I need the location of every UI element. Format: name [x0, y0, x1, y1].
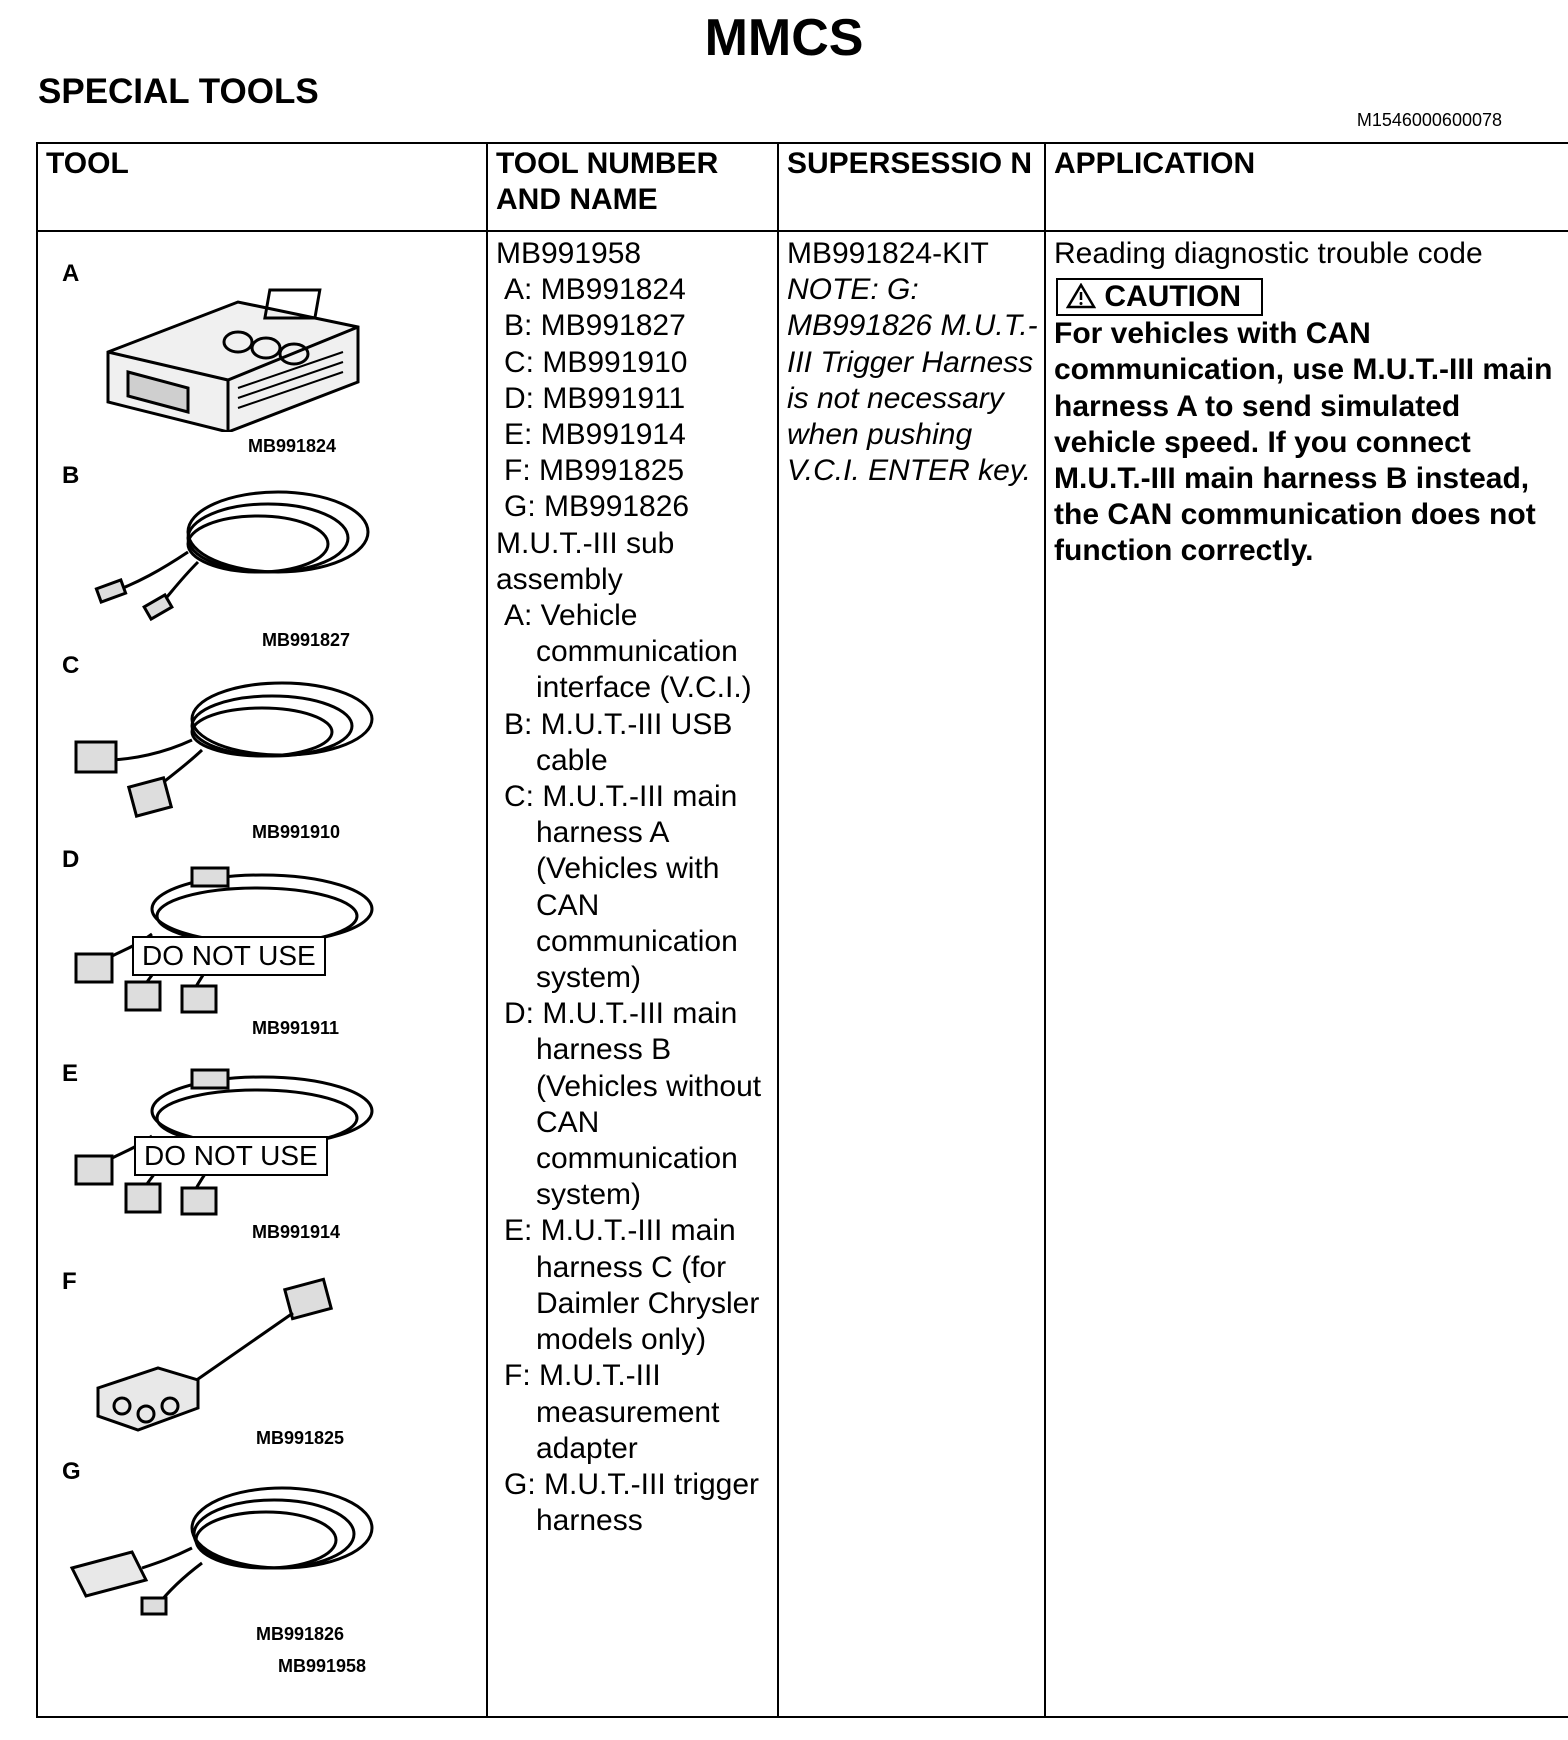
usb-cable-icon [68, 472, 378, 622]
component-description: B: M.U.T.-III USB cable [504, 707, 733, 777]
table-header-row [37, 143, 1568, 231]
tool-letter-e: E [62, 1060, 79, 1087]
warning-triangle-icon [1066, 283, 1096, 309]
tool-part-b: MB991827 [262, 630, 351, 650]
component-description: C: M.U.T.-III main harness A (Vehicles with CAN communication system) [504, 780, 738, 995]
caution-box [1056, 278, 1263, 316]
application-cell [1045, 231, 1568, 1717]
component-description: A: Vehicle communication interface (V.C.I.) [504, 599, 752, 705]
tool-part-a: MB991824 [248, 436, 337, 456]
component-number: D: MB991911 [504, 381, 686, 415]
tool-part-e: MB991914 [252, 1222, 341, 1242]
supersession-note: NOTE: G: MB991826 M.U.T.-III Trigger Harness is not necessary when pushing V.C.I. ENTER key. [787, 273, 1038, 488]
tool-letter-f: F [62, 1268, 77, 1295]
caution-label: CAUTION [1104, 280, 1241, 314]
page-title: MMCS [704, 9, 864, 67]
document-id: M1546000600078 [1356, 110, 1502, 130]
caution-text: For vehicles with CAN communication, use M.U.T.-III main harness A to send simulated vehicle speed. If you connect M.U.T.-III main harness B instead, the CAN communication does not function correctly. [1054, 317, 1553, 568]
header-tool-number: TOOL NUMBER AND NAME [487, 143, 778, 231]
supersession-cell [778, 231, 1045, 1717]
component-number: C: MB991910 [504, 345, 688, 379]
header-application: APPLICATION [1045, 143, 1568, 231]
do-not-use-label-e: DO NOT USE [134, 1136, 328, 1176]
tool-letter-g: G [62, 1458, 81, 1485]
tool-number-cell [487, 231, 778, 1717]
tool-letter-c: C [62, 652, 80, 679]
tool-illustrations-cell [37, 231, 487, 1717]
header-supersession: SUPERSESSIO N [778, 143, 1045, 231]
tool-letter-b: B [62, 462, 80, 489]
tool-part-g: MB991826 [256, 1624, 345, 1644]
main-tool-number: MB991958 [496, 237, 642, 270]
special-tools-table [36, 142, 1568, 1718]
tool-letter-d: D [62, 846, 80, 873]
component-description: G: M.U.T.-III trigger harness [504, 1467, 760, 1538]
vci-device-icon [88, 272, 378, 432]
section-title: SPECIAL TOOLS [38, 72, 319, 111]
tool-part-f: MB991825 [256, 1428, 345, 1448]
tool-letter-a: A [62, 260, 80, 287]
component-number: E: MB991914 [504, 418, 686, 452]
tool-name: M.U.T.-III sub assembly [496, 526, 675, 596]
table-row [37, 231, 1568, 1717]
measurement-adapter-icon [78, 1268, 378, 1438]
tool-set-id: MB991958 [278, 1656, 367, 1676]
component-number: A: MB991824 [504, 273, 686, 307]
component-number: B: MB991827 [504, 309, 686, 343]
component-description: E: M.U.T.-III main harness C (for Daimler Chrysler models only) [504, 1214, 760, 1357]
tool-part-d: MB991911 [252, 1018, 340, 1038]
component-number: F: MB991825 [504, 454, 685, 488]
do-not-use-label-d: DO NOT USE [132, 936, 326, 976]
trigger-harness-icon [62, 1468, 382, 1628]
application-text: Reading diagnostic trouble code [1054, 237, 1483, 270]
component-number: G: MB991826 [504, 490, 690, 524]
header-tool: TOOL [37, 143, 487, 231]
component-description: F: M.U.T.-III measurement adapter [504, 1359, 720, 1465]
component-description: D: M.U.T.-III main harness B (Vehicles without CAN communication system) [504, 997, 762, 1212]
tool-part-c: MB991910 [252, 822, 341, 842]
supersession-kit: MB991824-KIT [787, 237, 989, 270]
main-harness-a-icon [62, 664, 382, 824]
